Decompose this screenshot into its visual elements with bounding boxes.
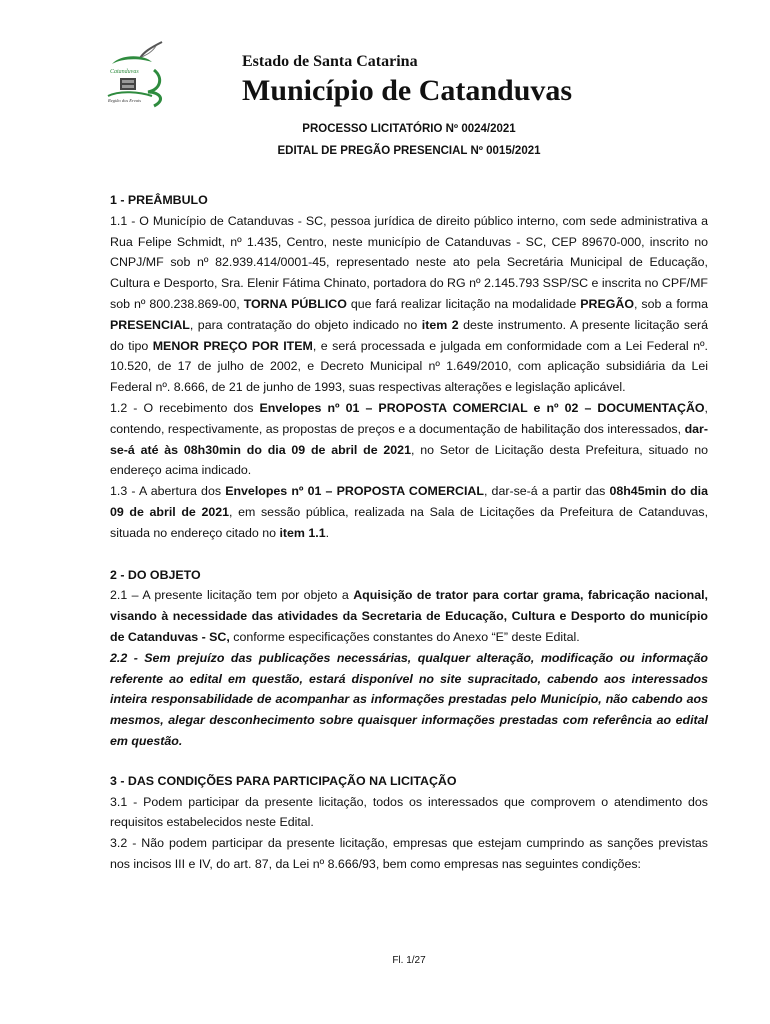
paragraph-2-1: 2.1 – A presente licitação tem por objeto a Aquisição de trator para cortar grama, fabricação nacional, visando à necessidade das atividades da Secretaria de Educação, Cultura e Desporto do município de Catanduvas - SC, conforme especificações constantes do Anexo “E” deste Edital. (110, 588, 708, 644)
section-spacer (110, 752, 708, 771)
page-number: Fl. 1/27 (392, 955, 426, 966)
paragraph-3-1: 3.1 - Podem participar da presente licitação, todos os interessados que comprovem o atendimento dos requisitos estabelecidos neste Edital. (110, 794, 708, 830)
section-2-heading: 2 - DO OBJETO (110, 567, 201, 582)
section-spacer (110, 544, 708, 565)
paragraph-1-2: 1.2 - O recebimento dos Envelopes nº 01 – PROPOSTA COMERCIAL e nº 02 – DOCUMENTAÇÃO, contendo, respectivamente, as propostas de preços e a documentação de habilitação dos interessados, dar-se-á até às 08h30min do dia 09 de abril de 2021, no Setor de Licitação desta Prefeitura, situado no endereço acima indicado. (110, 400, 708, 478)
section-1-heading: 1 - PREÂMBULO (110, 193, 208, 207)
document-body (110, 190, 708, 875)
paragraph-3-2: 3.2 - Não podem participar da presente licitação, empresas que estejam cumprindo as sanções previstas nos incisos III e IV, do art. 87, da Lei nº 8.666/93, bem como empresas nas seguintes condições: (110, 836, 708, 871)
paragraph-2-2: 2.2 - Sem prejuízo das publicações necessárias, qualquer alteração, modificação ou informação referente ao edital em questão, estará disponível no site supracitado, cabendo aos interessados inteira responsabilidade de acompanhar as informações prestadas pelo Município, não cabendo aos mesmos, alegar desconhecimento sobre quaisquer informações prestadas com referência ao edital em questão. (110, 650, 708, 748)
logo-text-top: Catanduvas (110, 69, 139, 75)
municipality-name: Município de Catanduvas (242, 74, 573, 107)
document-header (100, 38, 680, 108)
section-3-heading: 3 - DAS CONDIÇÕES PARA PARTICIPAÇÃO NA LICITAÇÃO (110, 773, 457, 788)
process-number-title: PROCESSO LICITATÓRIO Nº 0024/2021 (302, 123, 516, 135)
paragraph-1-1: 1.1 - O Município de Catanduvas - SC, pessoa jurídica de direito público interno, com sede administrativa a Rua Felipe Schmidt, nº 1.435, Centro, neste município de Catanduvas - SC, CEP 89670-000, inscrito no CNPJ/MF sob nº 82.939.414/0001-45, representado neste ato pela Secretária Municipal de Educação, Cultura e Desporto, Sra. Elenir Fátima Chinato, portadora do RG nº 2.145.793 SSP/SC e inscrita no CPF/MF sob nº 800.238.869-00, TORNA PÚBLICO que fará realizar licitação na modalidade PREGÃO, sob a forma PRESENCIAL, para contratação do objeto indicado no item 2 deste instrumento. A presente licitação será do tipo MENOR PREÇO POR ITEM, e será processada e julgada em conformidade com a Lei Federal nº. 10.520, de 17 de julho de 2002, e Decreto Municipal nº 1.649/2010, com aplicação subsidiária da Lei Federal nº. 8.666, de 21 de junho de 1993, suas respectivas alterações e legislação aplicável. (110, 213, 708, 395)
paragraph-1-3: 1.3 - A abertura dos Envelopes nº 01 – PROPOSTA COMERCIAL, dar-se-á a partir das 08h45min do dia 09 de abril de 2021, em sessão pública, realizada na Sala de Licitações da Prefeitura de Catanduvas, situada no endereço citado no item 1.1. (110, 484, 709, 540)
edital-number-title: EDITAL DE PREGÃO PRESENCIAL Nº 0015/2021 (277, 145, 541, 157)
logo-text-bottom: Região dos Ervais (108, 98, 141, 103)
state-name: Estado de Santa Catarina (242, 53, 418, 70)
municipal-logo-icon (100, 40, 180, 108)
